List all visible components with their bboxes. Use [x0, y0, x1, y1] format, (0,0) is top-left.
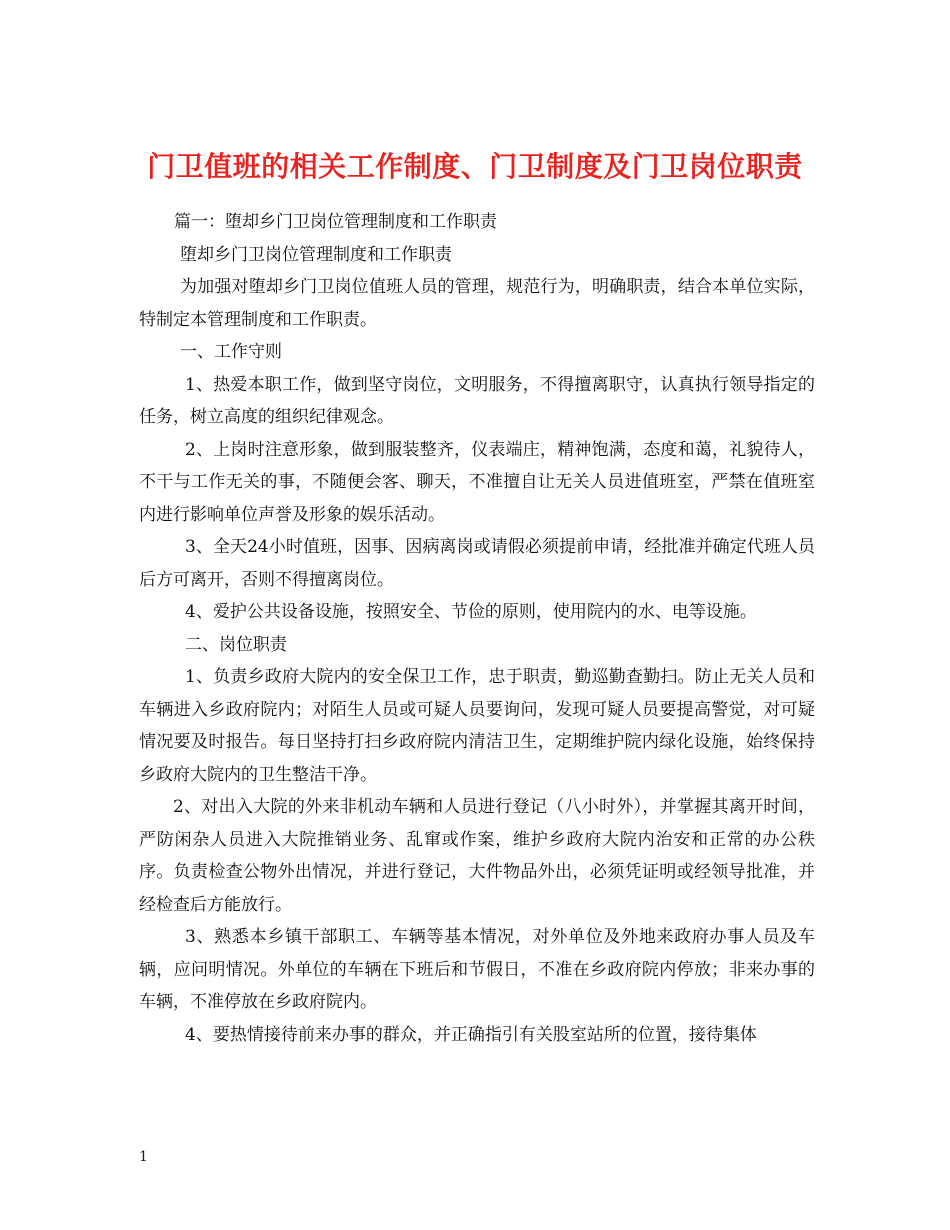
paragraph: 2、上岗时注意形象，做到服装整齐，仪表端庄，精神饱满，态度和蔼，礼貌待人，不干与工作无关的事，不随便会客、聊天，不准擅自让无关人员进值班室，严禁在值班室内进行影响单位声誉及形象的娱乐活动。 — [139, 439, 815, 525]
subheading: 堕却乡门卫岗位管理制度和工作职责 — [180, 244, 452, 265]
section-heading: 一、工作守则 — [180, 342, 282, 362]
paragraph: 为加强对堕却乡门卫岗位值班人员的管理，规范行为，明确职责，结合本单位实际，特制定本管理制度和工作职责。 — [139, 277, 815, 330]
document-body — [139, 206, 815, 1051]
paragraph: 1、负责乡政府大院内的安全保卫工作，忠于职责，勤巡勤查勤扫。防止无关人员和车辆进入乡政府院内；对陌生人员或可疑人员要询问，发现可疑人员要提高警觉，对可疑情况要及时报告。每日坚持打扫乡政府院内清洁卫生，定期维护院内绿化设施，始终保持乡政府大院内的卫生整洁干净。 — [139, 667, 815, 785]
paragraph: 2、对出入大院的外来非机动车辆和人员进行登记（八小时外），并掌握其离开时间，严防闲杂人员进入大院推销业务、乱窜或作案，维护乡政府大院内治安和正常的办公秩序。负责检查公物外出情况，并进行登记，大件物品外出，必须凭证明或经领导批准，并经检查后方能放行。 — [139, 797, 815, 915]
paragraph: 4、要热情接待前来办事的群众，并正确指引有关股室站所的位置，接待集体 — [185, 1024, 757, 1045]
page-number: 1 — [139, 1149, 148, 1165]
paragraph: 4、爱护公共设备设施，按照安全、节俭的原则，使用院内的水、电等设施。 — [185, 602, 757, 622]
paragraph: 3、熟悉本乡镇干部职工、车辆等基本情况，对外单位及外地来政府办事人员及车辆，应问明情况。外单位的车辆在下班后和节假日，不准在乡政府院内停放；非来办事的车辆，不准停放在乡政府院内。 — [139, 927, 815, 1012]
paragraph: 1、热爱本职工作，做到坚守岗位，文明服务，不得擅离职守，认真执行领导指定的任务，树立高度的组织纪律观念。 — [139, 374, 815, 427]
paragraph: 3、全天24小时值班，因事、因病离岗或请假必须提前申请，经批准并确定代班人员后方可离开，否则不得擅离岗位。 — [139, 537, 815, 590]
section-heading: 二、岗位职责 — [185, 634, 287, 655]
section-heading: 篇一：堕却乡门卫岗位管理制度和工作职责 — [174, 212, 497, 232]
document-title: 门卫值班的相关工作制度、门卫制度及门卫岗位职责 — [147, 149, 803, 183]
